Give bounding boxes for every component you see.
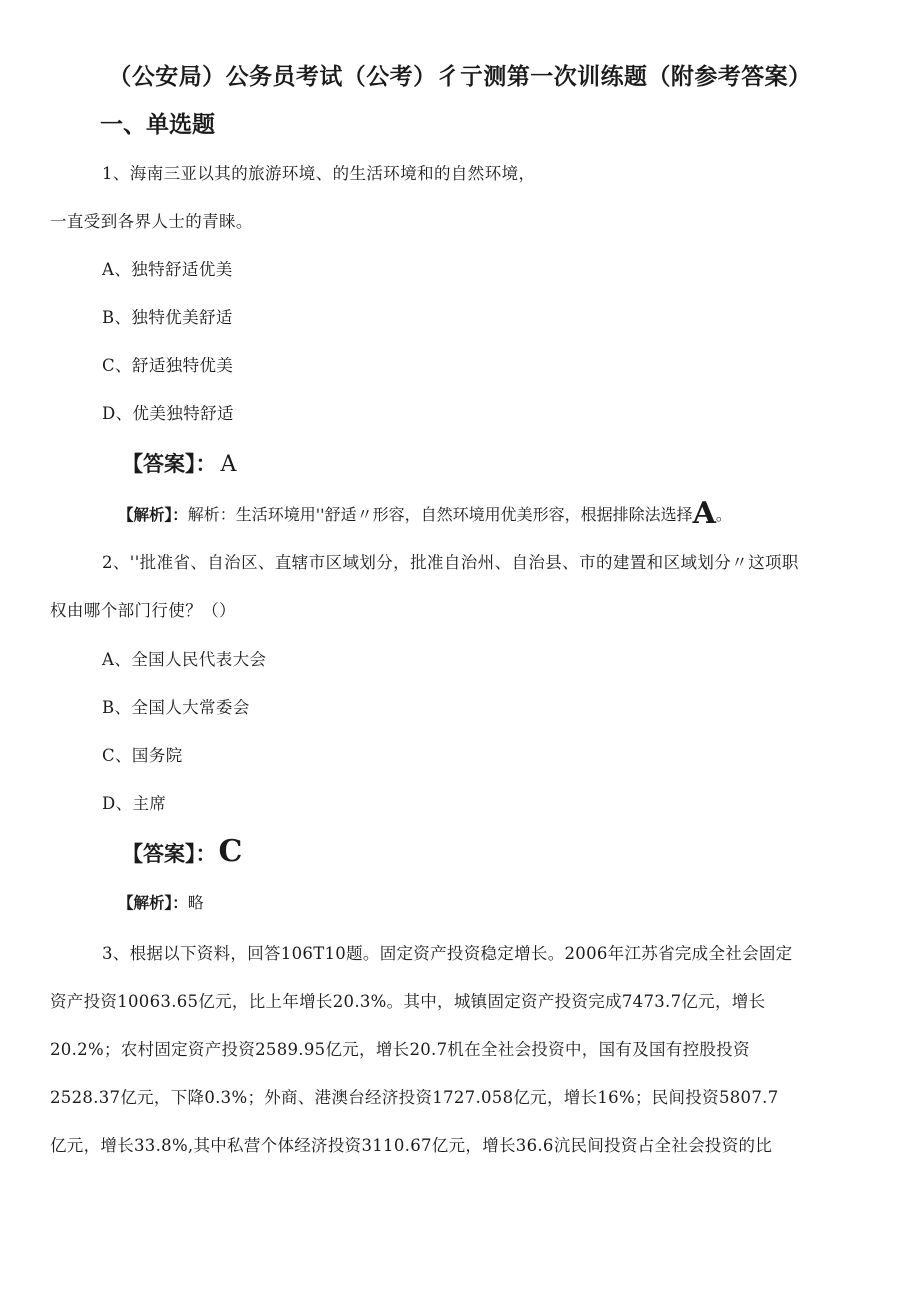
question-1-stem-line-1: 1、海南三亚以其的旅游环境、的生活环境和的自然环境， — [102, 164, 536, 183]
question-2-stem-line-2: 权由哪个部门行使？（） — [50, 601, 236, 620]
question-3-line-5: 亿元，增长33.8%,其中私营个体经济投资3110.67亿元，增长36.6沆民间投资占全社会投资的比 — [50, 1136, 773, 1155]
question-2-analysis — [118, 890, 204, 913]
question-3-line-2: 资产投资10063.65亿元，比上年增长20.3%。其中，城镇固定资产投资完成7473.7亿元，增长 — [50, 992, 766, 1011]
analysis-emphasis: A — [692, 496, 716, 531]
analysis-text: 解析：生活环境用''舒适〃形容，自然环境用优美形容，根据排除法选择 — [187, 505, 693, 524]
answer-value: A — [220, 452, 237, 477]
question-3-line-4: 2528.37亿元，下降0.3%；外商、港澳台经济投资1727.058亿元，增长16%；民间投资5807.7 — [50, 1088, 779, 1107]
question-2-answer — [122, 834, 242, 869]
document-title: （公安局）公务员考试（公考）彳亍测第一次训练题（附参考答案） — [108, 64, 812, 90]
question-2-option-c: C、国务院 — [102, 746, 183, 765]
question-1-stem-line-2: 一直受到各界人士的青睐。 — [50, 212, 253, 231]
analysis-tag: 【解析】： — [118, 894, 188, 912]
analysis-tag: 【解析】： — [118, 506, 188, 524]
question-1-answer — [122, 448, 236, 478]
answer-value: C — [218, 834, 243, 869]
question-2-option-a: A、全国人民代表大会 — [102, 650, 267, 669]
answer-label: 【答案】： — [122, 452, 217, 476]
question-2-option-d: D、主席 — [102, 794, 167, 813]
answer-label: 【答案】： — [122, 842, 217, 866]
question-3-line-3: 20.2%；农村固定资产投资2589.95亿元，增长20.7机在全社会投资中，国有及国有控股投资 — [50, 1040, 750, 1059]
question-1-option-b: B、独特优美舒适 — [102, 308, 233, 327]
section-heading: 一、单选题 — [100, 112, 215, 138]
question-1-option-d: D、优美独特舒适 — [102, 404, 234, 423]
question-1-option-a: A、独特舒适优美 — [102, 260, 233, 279]
analysis-text: 略 — [187, 893, 204, 912]
question-2-stem-line-1: 2、''批准省、自治区、直辖市区域划分，批准自治州、自治县、市的建置和区域划分〃这项职 — [102, 553, 799, 572]
analysis-end: 。 — [715, 505, 732, 524]
question-2-option-b: B、全国人大常委会 — [102, 698, 250, 717]
question-1-option-c: C、舒适独特优美 — [102, 356, 234, 375]
question-1-analysis — [118, 496, 732, 531]
question-3-line-1: 3、根据以下资料，回答106T10题。固定资产投资稳定增长。2006年江苏省完成全社会固定 — [102, 944, 793, 963]
